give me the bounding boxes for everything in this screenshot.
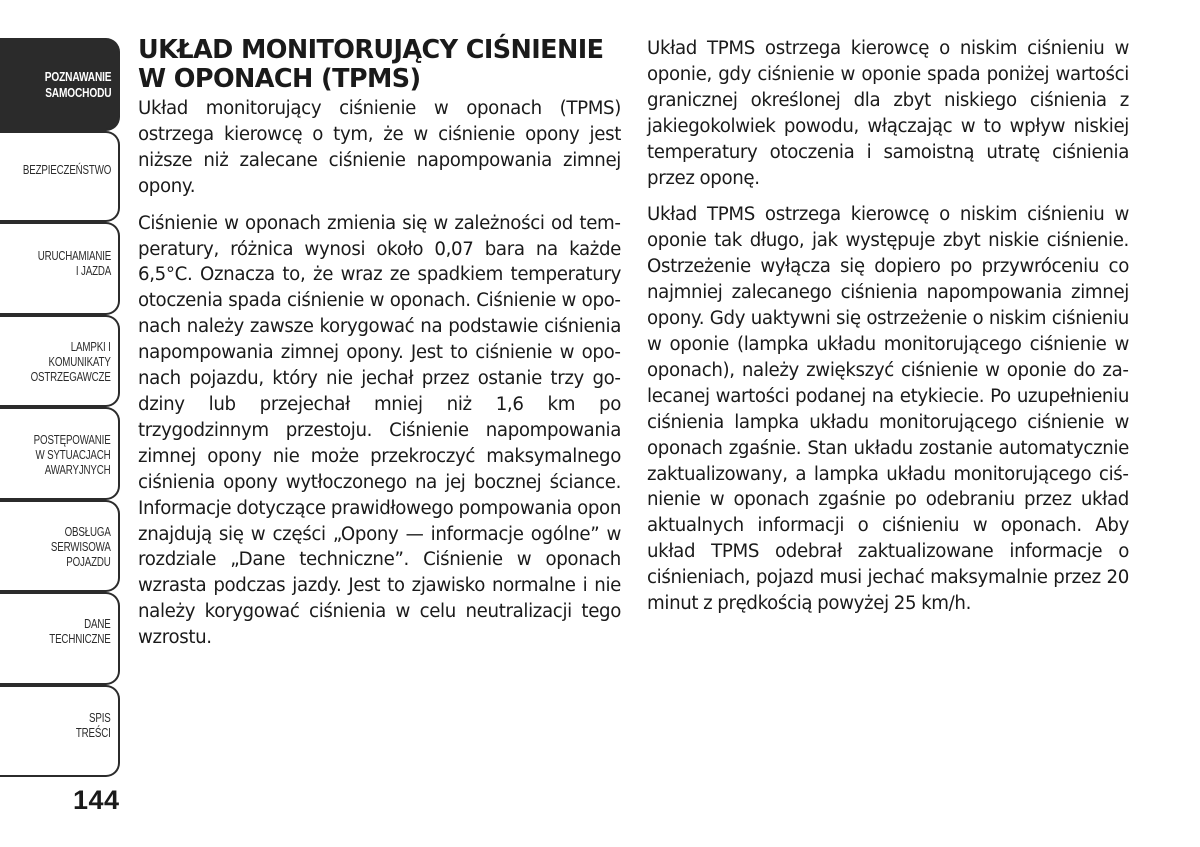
tab-poznawanie-samochodu[interactable]: [0, 38, 120, 131]
tab-dane-techniczne[interactable]: [0, 592, 120, 685]
tab-lampki-i-komunikaty[interactable]: [0, 315, 120, 407]
paragraph: Układ monitorujący ciśnienie w oponach (TPMS) ostrzega kierowcę o tym, że w ciśnienie opony jest niższe niż zalecane ciśnienie napompowania zimnej opony.: [138, 98, 621, 197]
section-title: UKŁAD MONITORUJĄCY CIŚNIENIE W OPONACH (TPMS): [138, 35, 604, 94]
left-column: [138, 36, 621, 662]
tab-label: BEZPIECZEŃSTWO: [22, 163, 111, 177]
tab-label: URUCHAMIANIE I JAZDA: [37, 249, 111, 278]
paragraph: Ciśnienie w oponach zmienia się w zależności od temperatury, różnica wynosi około 0,07 bara na każde 6,5°C. Oznacza to, że wraz ze spadkiem temperatury otoczenia spada ciśnienie w oponach. Ciśnienie w oponach należy zawsze korygować na podstawie ciśnienia napompowania zimnej opony. Jest to ciśnienie w oponach pojazdu, który nie jechał przez ostanie trzy godziny lub przejechał mniej niż 1,6 km po trzygodzinnym przestoju. Ciśnienie napompowania zimnej opony nie może przekroczyć maksymalnego ciśnienia opony wytłoczonego na jej bocznej ściance. Informacje dotyczące prawidłowego pompowania opon znajdują się w części „Opony — informacje ogólne” w rozdziale „Dane techniczne”. Ciśnienie w oponach wzrasta podczas jazdy. Jest to zjawisko normalne i nie należy korygować ciśnienia w celu neutralizacji tego wzrostu.: [138, 212, 621, 649]
paragraph: Układ TPMS ostrzega kierowcę o niskim ciśnieniu w oponie, gdy ciśnienie w oponie spada poniżej wartości granicznej określonej dla zbyt niskiego ciśnienia z jakiegokolwiek powodu, włączając w to wpływ niskiej temperatury otoczenia i samoistną utratę ciśnienia przez oponę.: [647, 38, 1129, 189]
tab-bezpieczenstwo[interactable]: [0, 131, 120, 222]
tab-obsluga-serwisowa[interactable]: [0, 500, 120, 592]
page-number: 144: [73, 785, 120, 815]
tab-postepowanie-awaryjne[interactable]: [0, 407, 120, 500]
tab-label: POZNAWANIE SAMOCHODU: [44, 68, 111, 100]
tab-uruchamianie-i-jazda[interactable]: [0, 222, 120, 315]
tab-label: DANE TECHNICZNE: [49, 617, 111, 646]
tab-label: SPIS TREŚCI: [76, 711, 111, 740]
tab-spis-tresci[interactable]: [0, 685, 120, 777]
tab-label: POSTĘPOWANIE W SYTUACJACH AWARYJNYCH: [34, 433, 111, 477]
tab-label: OBSŁUGA SERWISOWA POJAZDU: [51, 525, 111, 569]
right-column: [647, 36, 1129, 628]
tab-label: LAMPKI I KOMUNIKATY OSTRZEGAWCZE: [30, 340, 111, 384]
paragraph: Układ TPMS ostrzega kierowcę o niskim ciśnieniu w oponie tak długo, jak występuje zbyt niskie ciśnienie. Ostrzeżenie wyłącza się dopiero po przywróceniu co najmniej zalecanego ciśnienia napompowania zimnej opony. Gdy uaktywni się ostrzeżenie o niskim ciśnieniu w oponie (lampka układu monitorującego ciśnienie w oponach), należy zwiększyć ciśnienie w oponie do zalecanej wartości podanej na etykiecie. Po uzupełnieniu ciśnienia lampka układu monitorującego ciśnienie w oponach zgaśnie. Stan układu zostanie automatycznie zaktualizowany, a lampka układu monitorującego ciśnienie w oponach zgaśnie po odebraniu przez układ aktualnych informacji o ciśnieniu w oponach. Aby układ TPMS odebrał zaktualizowane informacje o ciśnieniach, pojazd musi jechać maksymalnie przez 20 minut z prędkością powyżej 25 km/h.: [647, 204, 1129, 615]
